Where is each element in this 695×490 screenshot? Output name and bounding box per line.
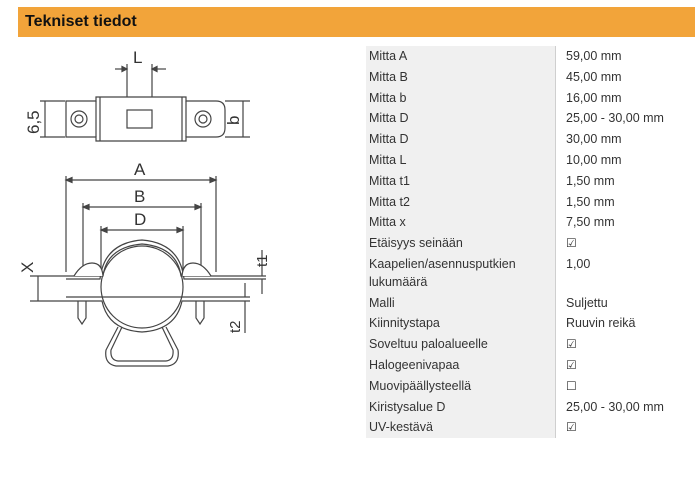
spec-label: Mitta D [366, 108, 556, 129]
spec-label: Mitta A [366, 46, 556, 67]
spec-row [366, 150, 694, 171]
spec-row [366, 67, 694, 88]
dim-label-6-5: 6,5 [24, 110, 43, 134]
spec-value: 59,00 mm [566, 49, 622, 63]
dim-label-d: D [134, 210, 147, 229]
spec-row [366, 192, 694, 213]
dim-label-b: b [224, 115, 243, 125]
spec-table [366, 46, 694, 438]
spec-label: Mitta B [366, 67, 556, 88]
checkbox-checked-icon: ☑ [566, 420, 577, 435]
spec-value: 7,50 mm [566, 215, 615, 230]
checkbox-unchecked-icon: ☐ [566, 378, 577, 393]
dim-label-t1: t1 [254, 254, 271, 267]
spec-label: Halogeenivapaa [366, 355, 556, 376]
spec-label: Mitta b [366, 88, 556, 109]
spec-row [366, 129, 694, 150]
spec-value: 25,00 - 30,00 mm [566, 399, 664, 414]
spec-label: Kaapelien/asennusputkien lukumäärä [366, 254, 556, 293]
pipe-clamp-drawing [0, 38, 360, 458]
spec-row [366, 212, 694, 233]
spec-value: 1,00 [566, 256, 591, 271]
spec-value: 1,50 mm [566, 194, 615, 209]
spec-label: Kiristysalue D [366, 397, 556, 418]
spec-label: Etäisyys seinään [366, 233, 556, 254]
spec-value: 10,00 mm [566, 152, 622, 167]
checkbox-checked-icon: ☑ [566, 357, 577, 372]
spec-row [366, 108, 694, 129]
spec-row [366, 397, 694, 418]
spec-row [366, 254, 694, 293]
spec-value: Suljettu [566, 295, 608, 310]
spec-label: Mitta L [366, 150, 556, 171]
spec-row [366, 417, 694, 438]
dim-label-t2: t2 [227, 320, 244, 333]
spec-label: Mitta t2 [366, 192, 556, 213]
dim-label-b-front: B [134, 187, 146, 206]
dim-label-l: L [133, 48, 143, 67]
spec-row [366, 313, 694, 334]
spec-value: 45,00 mm [566, 69, 622, 84]
spec-label: Mitta D [366, 129, 556, 150]
spec-row [366, 376, 694, 397]
top-view [40, 64, 250, 141]
spec-value: 30,00 mm [566, 132, 622, 147]
spec-row [366, 355, 694, 376]
front-view [30, 176, 266, 366]
section-title: Tekniset tiedot [25, 13, 137, 30]
spec-row [366, 334, 694, 355]
checkbox-checked-icon: ☑ [566, 236, 577, 251]
spec-row [366, 171, 694, 192]
spec-label: Kiinnitystapa [366, 313, 556, 334]
spec-value: 16,00 mm [566, 90, 622, 105]
spec-label: UV-kestävä [366, 417, 556, 438]
spec-value: 1,50 mm [566, 173, 615, 188]
spec-value: Ruuvin reikä [566, 316, 636, 331]
spec-row [366, 233, 694, 254]
spec-row [366, 88, 694, 109]
checkbox-checked-icon: ☑ [566, 337, 577, 352]
spec-label: Mitta t1 [366, 171, 556, 192]
spec-label: Malli [366, 293, 556, 314]
dim-label-x: X [18, 261, 37, 273]
spec-label: Soveltuu paloalueelle [366, 334, 556, 355]
dim-label-a: A [134, 160, 146, 179]
spec-label: Muovipäällysteellä [366, 376, 556, 397]
spec-value: 25,00 - 30,00 mm [566, 111, 664, 126]
spec-label: Mitta x [366, 212, 556, 233]
spec-row [366, 46, 694, 67]
spec-row [366, 293, 694, 314]
section-header [18, 7, 695, 37]
